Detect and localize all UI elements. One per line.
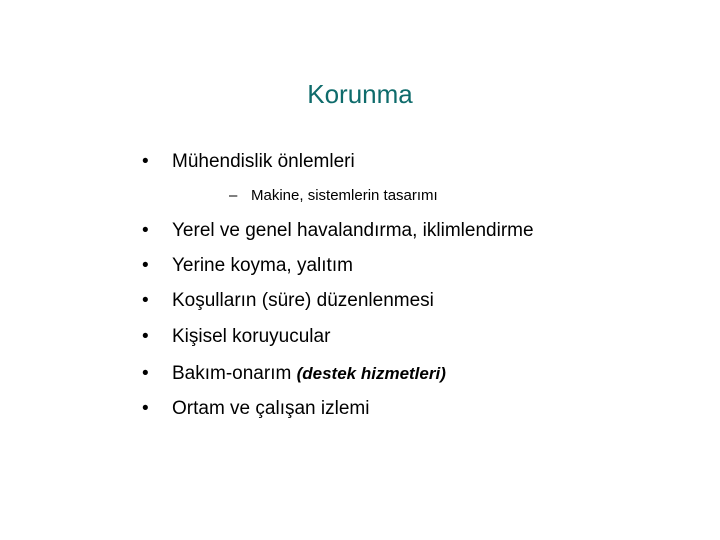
list-item-text: Mühendislik önlemleri	[172, 151, 355, 172]
list-item-text: Bakım-onarım	[172, 363, 292, 384]
list-item-note: (destek hizmetleri)	[296, 364, 446, 383]
list-item	[142, 219, 534, 243]
list-item-text: Kişisel koruyucular	[172, 326, 331, 347]
list-item-text: Koşulların (süre) düzenlenmesi	[172, 290, 434, 311]
bullet-icon: •	[142, 151, 149, 172]
list-item-text: Yerine koyma, yalıtım	[172, 255, 353, 276]
bullet-icon: •	[142, 326, 149, 347]
slide-title: Korunma	[307, 79, 413, 109]
dash-icon: –	[229, 187, 238, 204]
list-item-text: Yerel ve genel havalandırma, iklimlendirme	[172, 220, 534, 241]
sub-list-item	[229, 186, 438, 206]
list-item-text: Ortam ve çalışan izlemi	[172, 398, 370, 419]
bullet-icon: •	[142, 220, 149, 241]
bullet-icon: •	[142, 363, 149, 384]
list-item	[142, 362, 446, 386]
list-item	[142, 254, 353, 278]
bullet-icon: •	[142, 290, 149, 311]
bullet-icon: •	[142, 255, 149, 276]
sub-list-item-text: Makine, sistemlerin tasarımı	[251, 187, 438, 204]
list-item	[142, 150, 355, 174]
list-item	[142, 325, 330, 349]
list-item	[142, 289, 434, 313]
list-item	[142, 397, 369, 421]
bullet-icon: •	[142, 398, 149, 419]
